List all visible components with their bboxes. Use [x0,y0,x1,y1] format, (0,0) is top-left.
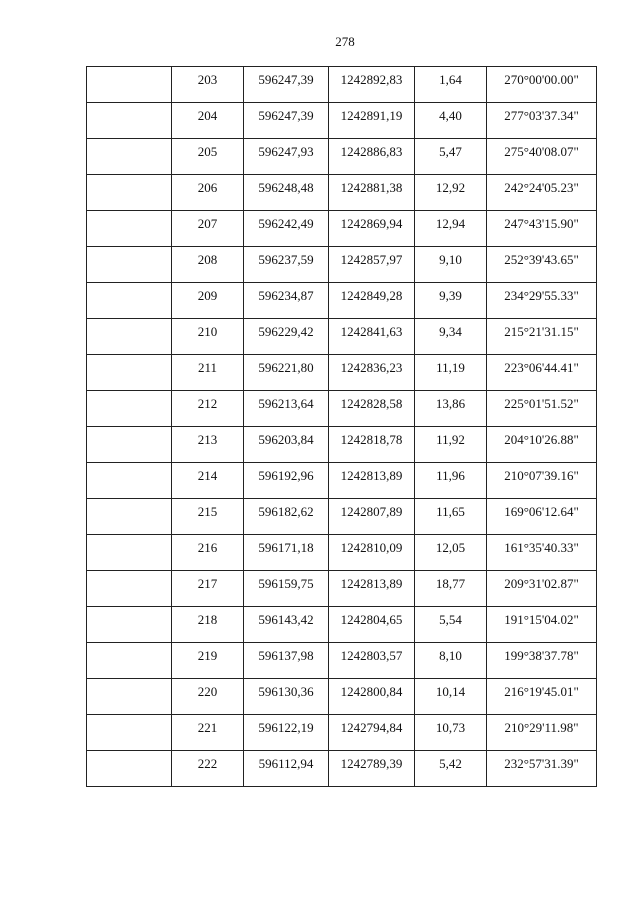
cell-segment-length: 9,39 [415,283,487,319]
table-row [87,463,597,499]
cell-x-coordinate: 596221,80 [244,355,329,391]
cell-point-number: 206 [172,175,244,211]
cell-direction-angle: 270°00'00.00" [487,67,597,103]
table-row [87,283,597,319]
cell-label [87,391,172,427]
coordinates-table-container [86,66,597,787]
cell-direction-angle: 247°43'15.90" [487,211,597,247]
cell-y-coordinate: 1242789,39 [329,751,415,787]
cell-label [87,571,172,607]
cell-point-number: 215 [172,499,244,535]
cell-x-coordinate: 596247,39 [244,103,329,139]
cell-label [87,319,172,355]
cell-x-coordinate: 596242,49 [244,211,329,247]
cell-y-coordinate: 1242849,28 [329,283,415,319]
cell-direction-angle: 209°31'02.87" [487,571,597,607]
cell-x-coordinate: 596234,87 [244,283,329,319]
cell-direction-angle: 215°21'31.15" [487,319,597,355]
cell-y-coordinate: 1242886,83 [329,139,415,175]
cell-point-number: 217 [172,571,244,607]
cell-x-coordinate: 596248,48 [244,175,329,211]
cell-segment-length: 10,73 [415,715,487,751]
cell-segment-length: 13,86 [415,391,487,427]
cell-y-coordinate: 1242828,58 [329,391,415,427]
cell-direction-angle: 210°29'11.98" [487,715,597,751]
cell-y-coordinate: 1242813,89 [329,571,415,607]
cell-label [87,427,172,463]
table-row [87,247,597,283]
cell-point-number: 211 [172,355,244,391]
cell-y-coordinate: 1242810,09 [329,535,415,571]
cell-segment-length: 12,05 [415,535,487,571]
cell-point-number: 203 [172,67,244,103]
cell-x-coordinate: 596229,42 [244,319,329,355]
cell-x-coordinate: 596122,19 [244,715,329,751]
page-number: 278 [335,34,355,49]
cell-label [87,607,172,643]
cell-x-coordinate: 596159,75 [244,571,329,607]
cell-direction-angle: 204°10'26.88" [487,427,597,463]
cell-point-number: 205 [172,139,244,175]
cell-segment-length: 9,10 [415,247,487,283]
cell-direction-angle: 252°39'43.65" [487,247,597,283]
table-row [87,211,597,247]
cell-x-coordinate: 596237,59 [244,247,329,283]
table-row [87,355,597,391]
cell-y-coordinate: 1242813,89 [329,463,415,499]
cell-y-coordinate: 1242807,89 [329,499,415,535]
cell-label [87,175,172,211]
cell-point-number: 222 [172,751,244,787]
cell-label [87,103,172,139]
cell-y-coordinate: 1242818,78 [329,427,415,463]
table-row [87,391,597,427]
cell-y-coordinate: 1242841,63 [329,319,415,355]
cell-y-coordinate: 1242892,83 [329,67,415,103]
cell-segment-length: 12,94 [415,211,487,247]
cell-label [87,715,172,751]
table-row [87,679,597,715]
cell-segment-length: 8,10 [415,643,487,679]
cell-direction-angle: 232°57'31.39" [487,751,597,787]
cell-segment-length: 5,47 [415,139,487,175]
cell-segment-length: 4,40 [415,103,487,139]
cell-y-coordinate: 1242869,94 [329,211,415,247]
cell-direction-angle: 210°07'39.16" [487,463,597,499]
coordinates-table [86,66,597,787]
cell-x-coordinate: 596143,42 [244,607,329,643]
table-row [87,319,597,355]
cell-direction-angle: 275°40'08.07" [487,139,597,175]
cell-label [87,499,172,535]
table-row [87,535,597,571]
cell-point-number: 207 [172,211,244,247]
cell-x-coordinate: 596192,96 [244,463,329,499]
table-row [87,715,597,751]
cell-segment-length: 10,14 [415,679,487,715]
cell-direction-angle: 242°24'05.23" [487,175,597,211]
cell-direction-angle: 223°06'44.41" [487,355,597,391]
cell-label [87,535,172,571]
cell-label [87,139,172,175]
cell-point-number: 219 [172,643,244,679]
cell-direction-angle: 234°29'55.33" [487,283,597,319]
cell-segment-length: 18,77 [415,571,487,607]
table-row [87,427,597,463]
cell-x-coordinate: 596137,98 [244,643,329,679]
cell-segment-length: 11,96 [415,463,487,499]
table-row [87,571,597,607]
cell-point-number: 218 [172,607,244,643]
cell-x-coordinate: 596171,18 [244,535,329,571]
cell-y-coordinate: 1242794,84 [329,715,415,751]
cell-direction-angle: 216°19'45.01" [487,679,597,715]
cell-direction-angle: 161°35'40.33" [487,535,597,571]
cell-x-coordinate: 596182,62 [244,499,329,535]
cell-x-coordinate: 596247,93 [244,139,329,175]
table-row [87,67,597,103]
cell-point-number: 208 [172,247,244,283]
cell-label [87,283,172,319]
table-row [87,499,597,535]
cell-x-coordinate: 596130,36 [244,679,329,715]
cell-point-number: 213 [172,427,244,463]
cell-direction-angle: 191°15'04.02" [487,607,597,643]
cell-point-number: 216 [172,535,244,571]
cell-y-coordinate: 1242803,57 [329,643,415,679]
cell-label [87,643,172,679]
cell-point-number: 214 [172,463,244,499]
cell-label [87,679,172,715]
cell-x-coordinate: 596247,39 [244,67,329,103]
table-row [87,175,597,211]
cell-y-coordinate: 1242804,65 [329,607,415,643]
cell-segment-length: 1,64 [415,67,487,103]
cell-segment-length: 11,92 [415,427,487,463]
cell-segment-length: 12,92 [415,175,487,211]
coordinates-table-body [87,67,597,787]
cell-label [87,247,172,283]
cell-point-number: 204 [172,103,244,139]
cell-label [87,67,172,103]
cell-y-coordinate: 1242891,19 [329,103,415,139]
cell-direction-angle: 169°06'12.64" [487,499,597,535]
cell-y-coordinate: 1242836,23 [329,355,415,391]
cell-direction-angle: 199°38'37.78" [487,643,597,679]
cell-segment-length: 11,19 [415,355,487,391]
cell-label [87,355,172,391]
table-row [87,139,597,175]
cell-direction-angle: 225°01'51.52" [487,391,597,427]
cell-point-number: 220 [172,679,244,715]
cell-point-number: 221 [172,715,244,751]
cell-label [87,463,172,499]
table-row [87,751,597,787]
cell-x-coordinate: 596213,64 [244,391,329,427]
cell-y-coordinate: 1242800,84 [329,679,415,715]
cell-y-coordinate: 1242881,38 [329,175,415,211]
cell-segment-length: 5,42 [415,751,487,787]
table-row [87,607,597,643]
cell-x-coordinate: 596112,94 [244,751,329,787]
cell-point-number: 210 [172,319,244,355]
table-row [87,643,597,679]
cell-y-coordinate: 1242857,97 [329,247,415,283]
table-row [87,103,597,139]
cell-label [87,211,172,247]
cell-segment-length: 9,34 [415,319,487,355]
cell-segment-length: 11,65 [415,499,487,535]
cell-x-coordinate: 596203,84 [244,427,329,463]
cell-direction-angle: 277°03'37.34" [487,103,597,139]
cell-segment-length: 5,54 [415,607,487,643]
cell-point-number: 209 [172,283,244,319]
cell-point-number: 212 [172,391,244,427]
cell-label [87,751,172,787]
